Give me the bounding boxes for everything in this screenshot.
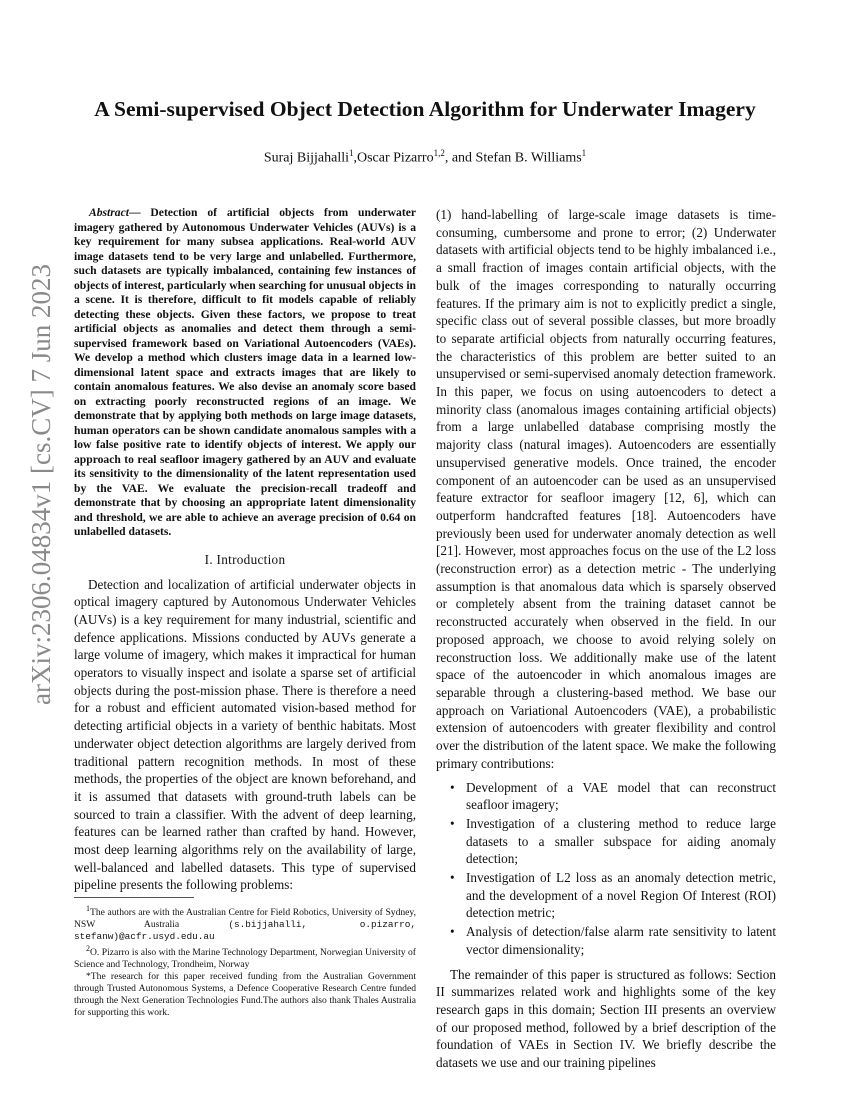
contribution-item: • Investigation of a clustering method to reduce large datasets to a smaller subspace for aiding anomaly detection; [466,815,776,868]
author-name: and Stefan B. Williams [451,150,582,166]
author-name: Suraj Bijjahalli [263,150,349,166]
author-list: Suraj Bijjahalli$^1$,Oscar Pizarro$^{1,2}$, and Stefan B. Williams$^1$ [263,148,587,166]
footnotes [74,903,416,1019]
author-affiliation: 1,2 [433,148,445,158]
arxiv-identifier: arXiv:2306.04834v1 [cs.CV] 7 Jun 2023 [26,264,56,706]
author-name: Oscar Pizarro [357,150,434,166]
author-affiliation: 1 [581,148,587,158]
body-paragraph: The remainder of this paper is structured as follows: Section II summarizes related work and highlights some of the key research gaps in this domain; Section III presents an overview of our proposed method, followed by a brief description of the foundation of VAEs in Section IV. We briefly describe the datasets we use and our training pipelines [436,966,776,1071]
footnote-mark: 1 [86,904,90,913]
body-paragraph: (1) hand-labelling of large-scale image datasets is time-consuming, cumbersome and prone to error; (2) Underwater datasets with artificial objects tend to be highly imbalanced i.e., a small fraction of images contain artificial objects, with the bulk of the images corresponding to naturally occurring features. If the primary aim is not to explicitly predict a single, specific class out of several possible classes, but more broadly to separate artificial objects from naturally occurring features, the characteristics of this problem are better suited to an unsupervised or semi-supervised anomaly detection framework. In this paper, we focus on using autoencoders to detect a minority class (anomalous images containing artificial objects) from a large unlabelled database comprising mostly the majority class (natural images). Autoencoders are essentially unsupervised generative models. Once trained, the encoder component of an autoencoder can be used as an unsupervised feature extractor for seafloor imagery [12, 6], which can outperform handcrafted features [18]. Autoencoders have previously been used for underwater anomaly detection as well [21]. However, most approaches focus on the use of the L2 loss (reconstruction error) as a detection metric - The underlying assumption is that anomalous data which is sparsely observed or completely absent from the training dataset cannot be reconstructed accurately when observed in the field. In our proposed approach, we choose to avoid relying solely on reconstruction loss. We additionally make use of the latent space of the autoencoder in which anomalous images are separable through a clustering-based method. We base our approach on Variational Autoencoders (VAE), a probabilistic extension of autoencoders with greater flexibility and control over the distribution of the latent space. We make the following primary contributions: [436,207,776,771]
footnote-second-affiliation: $^2$O. Pizarro is also with the Marine Technology Department, Norwegian University of Science and Technology, Trondheim, Norway [74,944,416,971]
author-affiliation: 1 [349,148,354,158]
footnote-funding: *The research for this paper received funding from the Australian Government through Trusted Autonomous Systems, a Defence Cooperative Research Centre funded through the Next Generation Technologies Fund.The authors also thank Thales Australia for supporting this work. [74,971,416,1019]
contribution-item: • Investigation of L2 loss as an anomaly detection metric, and the development of a novel Region Of Interest (ROI) detection metric; [466,869,776,922]
footnote-mark: 2 [86,944,90,954]
intro-paragraph: Detection and localization of artificial underwater objects in optical imagery captured by Autonomous Underwater Vehicles (AUVs) is a key requirement for many industrial, scientific and defence applications. Missions conducted by AUVs generate a large volume of imagery, which makes it impractical for human operators to visually inspect and isolate a sparse set of artificial objects during the post-mission phase. There is therefore a need for a robust and efficient automated vision-based method for detecting artificial objects in a variety of benthic habitats. Most underwater object detection algorithms are largely derived from traditional pattern recognition methods. In most of these methods, the properties of the object are known beforehand, and it is assumed that datasets with ground-truth labels can be sourced to train a classifier. With the advent of deep learning, features can be learned rather than crafted by hand. However, most deep learning algorithms rely on the availability of large, well-balanced and labelled datasets. This type of supervised pipeline presents the following problems: [74,576,416,893]
footnote-affiliation: $^1$The authors are with the Australian Centre for Field Robotics, University of Sydney, NSW Australia (s.bijjahalli, o.pizarro, stefanw)@acfr.usyd.edu.au [74,904,416,943]
paper-title: A Semi-supervised Object Detection Algorithm for Underwater Imagery [94,97,756,121]
section-heading-introduction: I. Introduction [204,551,286,567]
footnote-mark: * [86,971,91,983]
contributions-list [436,779,776,959]
right-column [436,206,776,1072]
author-emails: (s.bijjahalli, o.pizarro, stefanw)@acfr.usyd.edu.au [74,919,416,943]
abstract [74,206,416,540]
abstract-label: Abstract [89,206,129,219]
abstract-text: — Detection of artificial objects from underwater imagery gathered by Autonomous Underwater Vehicles (AUVs) is a key requirement for many subsea applications. Real-world AUV image datasets tend to be very large and unlabelled. Furthermore, such datasets are typically imbalanced, containing few instances of objects of interest, particularly when searching for unusual objects in a scene. It is therefore, difficult to fit models capable of reliably detecting these objects. Given these factors, we propose to treat artificial objects as anomalies and detect them through a semi-supervised framework based on Variational Autoencoders (VAEs). We develop a method which clusters image data in a learned low-dimensional latent space and extracts images that are likely to contain anomalous features. We also devise an anomaly score based on extracting poorly reconstructed regions of an image. We demonstrate that by applying both methods on large image datasets, human operators can be shown candidate anomalous samples with a low false positive rate to identify objects of interest. We apply our approach to real seafloor imagery gathered by an AUV and evaluate its sensitivity to the dimensionality of the latent representation used by the VAE. We evaluate the precision-recall tradeoff and demonstrate that by choosing an appropriate latent dimensionality and threshold, we are able to achieve an average precision of 0.64 on unlabelled datasets. [74,206,417,538]
contribution-item: • Development of a VAE model that can reconstruct seafloor imagery; [466,779,776,814]
contribution-item: • Analysis of detection/false alarm rate sensitivity to latent vector dimensionality; [466,923,776,958]
left-column [74,206,416,894]
footnote-divider [74,897,194,898]
